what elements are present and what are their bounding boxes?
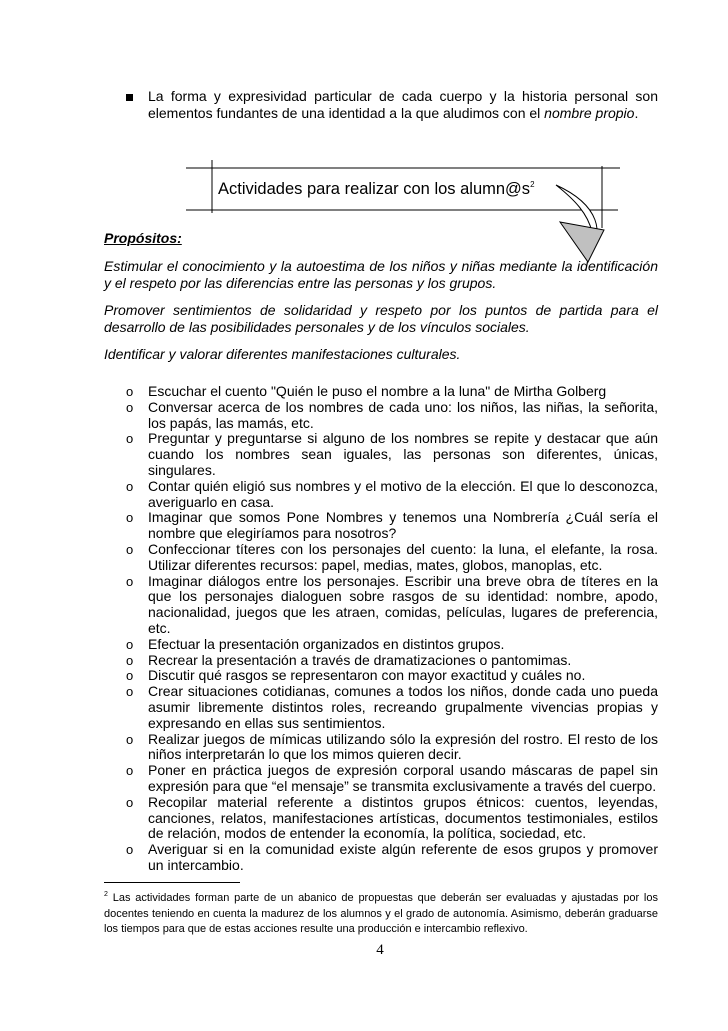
purpose-paragraph: Identificar y valorar diferentes manifestaciones culturales. xyxy=(104,346,461,362)
list-item xyxy=(104,763,658,795)
list-item-text: Poner en práctica juegos de expresión corporal usando máscaras de papel sin expresión para que “el mensaje” se transmita exclusivamente a través del cuerpo. xyxy=(148,762,658,794)
list-item-text: Confeccionar títeres con los personajes del cuento: la luna, el elefante, la rosa. Utilizar diferentes recursos: papel, medias, mates, globos, manoplas, etc. xyxy=(148,540,658,573)
footnote-text: Las actividades forman parte de un abanico de propuestas que deberán ser evaluadas y ajustadas por los docentes teniendo en cuenta la madurez de los alumnos y el grado de autonomía. Asimismo, deberán graduarse los tiempos para que de estas acciones resulte una producción e intercambio reflexivo. xyxy=(104,892,658,935)
intro-text: La forma y expresividad particular de cada cuerpo y la historia personal son elementos fundantes de una identidad a la que aludimos con el xyxy=(148,88,658,121)
list-item xyxy=(104,479,658,511)
list-item xyxy=(104,684,658,731)
circle-bullet-icon: o xyxy=(126,384,134,399)
list-item-text: Preguntar y preguntarse si alguno de los nombres se repite y destacar que aún cuando los nombres sean iguales, las personas son diferentes, únicas, singulares. xyxy=(148,430,658,478)
circle-bullet-icon: o xyxy=(126,573,134,589)
activities-box-title xyxy=(218,180,548,199)
purpose-paragraph: Promover sentimientos de solidaridad y respeto por los puntos de partida para el desarrollo de las posibilidades personales y de los vínculos sociales. xyxy=(104,302,658,335)
list-item-text: Conversar acerca de los nombres de cada uno: los niños, las niñas, la señorita, los papás, las mamás, etc. xyxy=(148,398,658,431)
list-item xyxy=(104,384,658,400)
list-item-text: Contar quién eligió sus nombres y el motivo de la elección. El que lo desconozca, averiguarlo en casa. xyxy=(148,477,658,510)
page-number: 4 xyxy=(376,942,384,958)
circle-bullet-icon: o xyxy=(126,652,134,668)
purposes-heading: Propósitos: xyxy=(104,230,182,246)
footnote xyxy=(104,887,658,938)
circle-bullet-icon: o xyxy=(126,636,134,652)
list-item-text: Averiguar si en la comunidad existe algún referente de esos grupos y promover un intercambio. xyxy=(148,841,658,873)
list-item xyxy=(104,574,658,637)
circle-bullet-icon: o xyxy=(126,541,134,557)
box-title-text: Actividades para realizar con los alumn@s xyxy=(218,180,531,198)
list-item-text: Discutir qué rasgos se representaron con mayor exactitud y cuáles no. xyxy=(148,667,586,684)
circle-bullet-icon: o xyxy=(126,431,134,447)
list-item xyxy=(104,431,658,478)
activities-list xyxy=(104,384,658,874)
circle-bullet-icon: o xyxy=(126,842,134,858)
list-item xyxy=(104,653,658,669)
purpose-paragraph: Estimular el conocimiento y la autoestima de los niños y niñas mediante la identificación y el respeto por las diferencias entre las personas y los grupos. xyxy=(104,258,658,291)
list-item xyxy=(104,542,658,574)
list-item-text: Efectuar la presentación organizados en distintos grupos. xyxy=(148,635,505,652)
circle-bullet-icon: o xyxy=(126,510,134,526)
list-item xyxy=(104,732,658,764)
footnote-ref: 2 xyxy=(530,180,535,189)
list-item-text: Escuchar el cuento "Quién le puso el nombre a la luna" de Mirtha Golberg xyxy=(148,383,607,399)
list-item-text: Recopilar material referente a distintos grupos étnicos: cuentos, leyendas, canciones, relatos, manifestaciones artísticas, documentos testimoniales, estilos de relación, modos de entender la economía, la política, sociedad, etc. xyxy=(148,793,658,842)
list-item-text: Imaginar diálogos entre los personajes. Escribir una breve obra de títeres en la que los personajes dialoguen sobre rasgos de su identidad: nombre, apodo, nacionalidad, juegos que les atraen, comidas, películas, lugares de preferencia, etc. xyxy=(148,572,658,636)
circle-bullet-icon: o xyxy=(126,399,134,415)
list-item xyxy=(104,668,658,684)
list-item xyxy=(104,795,658,842)
footnote-divider xyxy=(104,882,240,883)
activities-box-frame xyxy=(0,0,728,300)
list-item-text: Recrear la presentación a través de dramatizaciones o pantomimas. xyxy=(148,651,572,668)
circle-bullet-icon: o xyxy=(126,731,134,747)
list-item-text: Realizar juegos de mímicas utilizando sólo la expresión del rostro. El resto de los niños interpretarán lo que los mimos quieren decir. xyxy=(148,730,658,763)
curved-arrow-icon xyxy=(556,185,604,262)
list-item xyxy=(104,842,658,874)
list-item xyxy=(104,637,658,653)
circle-bullet-icon: o xyxy=(126,684,134,700)
intro-end: . xyxy=(634,105,639,121)
footnote-marker: 2 xyxy=(104,891,108,898)
circle-bullet-icon: o xyxy=(126,763,134,779)
intro-emphasis: nombre propio xyxy=(544,105,635,121)
circle-bullet-icon: o xyxy=(126,668,134,684)
list-item xyxy=(104,510,658,542)
list-item xyxy=(104,400,658,432)
circle-bullet-icon: o xyxy=(126,794,134,810)
list-item-text: Crear situaciones cotidianas, comunes a todos los niños, donde cada uno pueda asumir libremente distintos roles, recreando grupalmente vivencias propias y expresando en ellas sus sentimientos. xyxy=(148,683,658,731)
list-item-text: Imaginar que somos Pone Nombres y tenemos una Nombrería ¿Cuál sería el nombre que elegiríamos para nosotros? xyxy=(148,509,658,542)
circle-bullet-icon: o xyxy=(126,478,134,494)
